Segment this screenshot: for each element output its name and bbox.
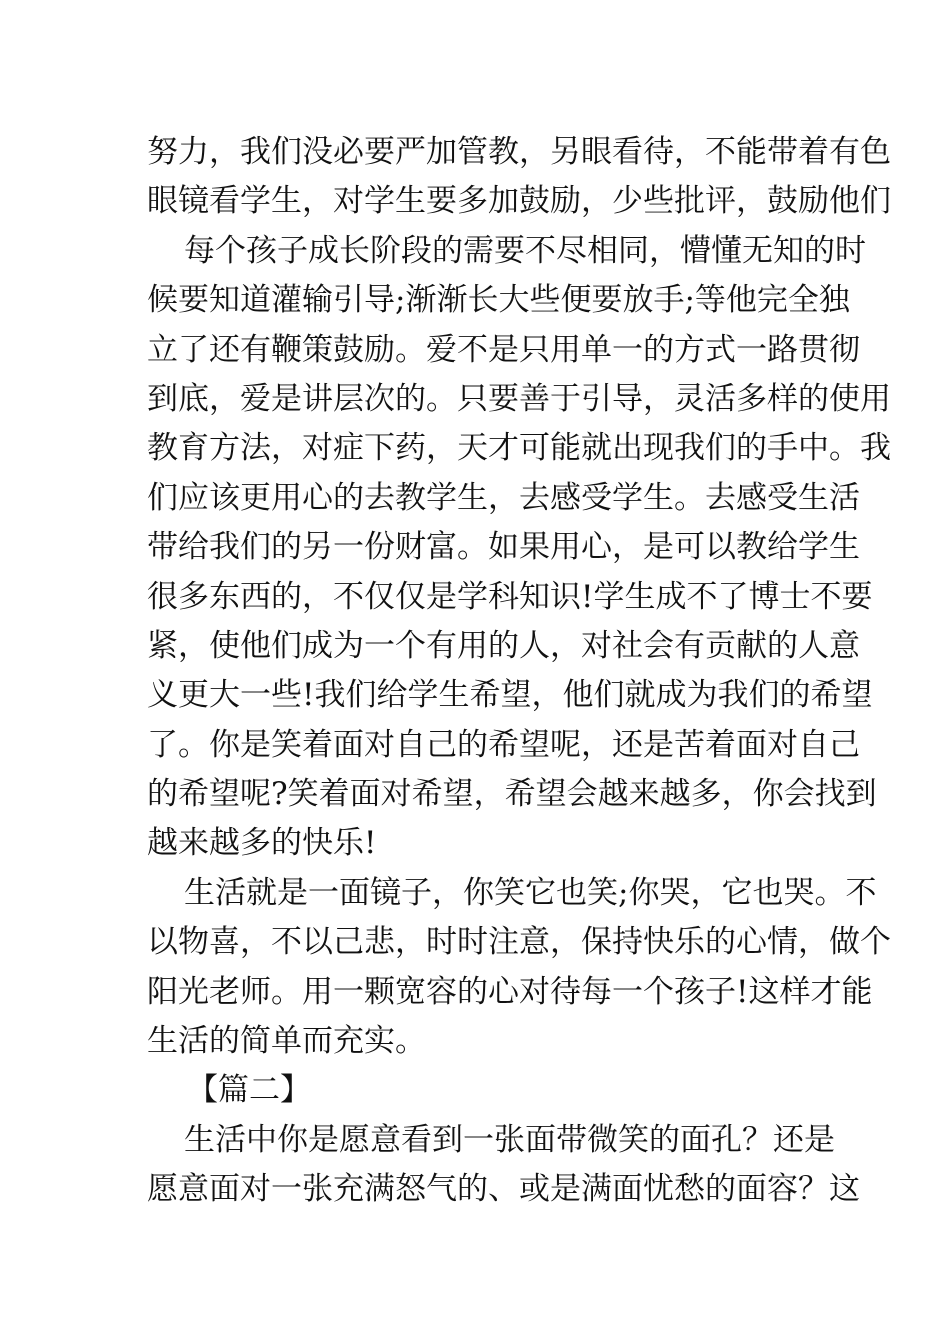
text-line: 义更大一些!我们给学生希望，他们就成为我们的希望 <box>147 677 873 714</box>
text-line: 以物喜，不以己悲，时时注意，保持快乐的心情，做个 <box>147 924 891 961</box>
text-line: 教育方法，对症下药，天才可能就出现我们的手中。我 <box>147 430 891 467</box>
text-line: 到底，爱是讲层次的。只要善于引导，灵活多样的使用 <box>147 380 891 417</box>
text-line: 生活的简单而充实。 <box>147 1023 426 1060</box>
text-line: 立了还有鞭策鼓励。爱不是只用单一的方式一路贯彻 <box>147 331 860 368</box>
text-line: 的希望呢?笑着面对希望，希望会越来越多，你会找到 <box>147 776 877 813</box>
document-body <box>147 128 891 1215</box>
paragraph-first-line: 生活就是一面镜子，你笑它也笑;你哭，它也哭。不 <box>184 874 877 911</box>
text-line: 阳光老师。用一颗宽容的心对待每一个孩子!这样才能 <box>147 973 873 1010</box>
paragraph-first-line: 每个孩子成长阶段的需要不尽相同，懵懂无知的时 <box>184 232 866 269</box>
section-heading: 【篇二】 <box>187 1072 311 1109</box>
paragraph-first-line: 生活中你是愿意看到一张面带微笑的面孔？还是 <box>184 1121 835 1158</box>
text-line: 越来越多的快乐! <box>147 825 377 862</box>
text-line: 很多东西的，不仅仅是学科知识!学生成不了博士不要 <box>147 578 873 615</box>
text-line: 努力，我们没必要严加管教，另眼看待，不能带着有色 <box>147 134 891 170</box>
text-line: 候要知道灌输引导;渐渐长大些便要放手;等他完全独 <box>147 282 850 319</box>
text-line: 紧，使他们成为一个有用的人，对社会有贡献的人意 <box>147 627 860 664</box>
text-line: 愿意面对一张充满怒气的、或是满面忧愁的面容？这 <box>147 1171 860 1208</box>
text-line: 了。你是笑着面对自己的希望呢，还是苦着面对自己 <box>147 726 860 763</box>
text-line: 眼镜看学生，对学生要多加鼓励，少些批评，鼓励他们 <box>147 183 891 220</box>
text-line: 带给我们的另一份财富。如果用心，是可以教给学生 <box>147 529 860 566</box>
text-line: 们应该更用心的去教学生，去感受学生。去感受生活 <box>147 479 860 516</box>
